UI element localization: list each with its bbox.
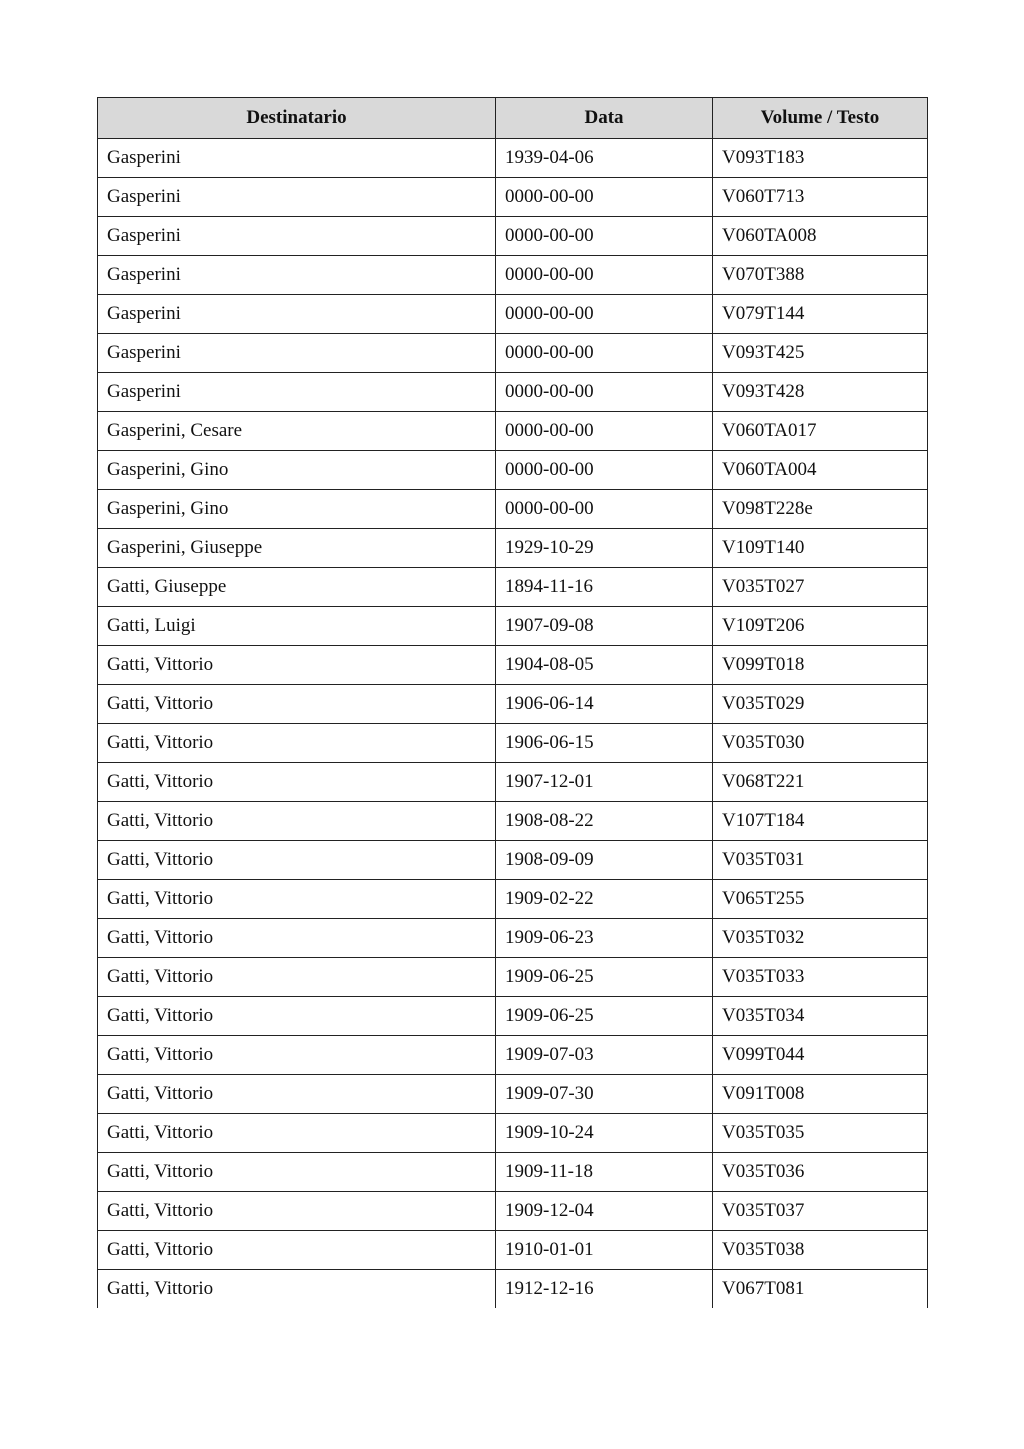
- cell-destinatario: Gatti, Vittorio: [98, 685, 496, 724]
- cell-volume-testo: V035T027: [713, 568, 928, 607]
- cell-destinatario: Gatti, Vittorio: [98, 1270, 496, 1309]
- cell-data: 1909-07-30: [496, 1075, 713, 1114]
- cell-volume-testo: V093T425: [713, 334, 928, 373]
- cell-destinatario: Gasperini, Giuseppe: [98, 529, 496, 568]
- table-header: [98, 98, 928, 139]
- cell-data: 0000-00-00: [496, 295, 713, 334]
- correspondence-table: [97, 97, 928, 1308]
- cell-data: 1909-12-04: [496, 1192, 713, 1231]
- cell-destinatario: Gasperini: [98, 256, 496, 295]
- cell-volume-testo: V091T008: [713, 1075, 928, 1114]
- cell-volume-testo: V035T030: [713, 724, 928, 763]
- cell-data: 1909-10-24: [496, 1114, 713, 1153]
- cell-volume-testo: V035T035: [713, 1114, 928, 1153]
- cell-data: 0000-00-00: [496, 334, 713, 373]
- cell-data: 1906-06-15: [496, 724, 713, 763]
- cell-volume-testo: V099T044: [713, 1036, 928, 1075]
- cell-destinatario: Gatti, Vittorio: [98, 646, 496, 685]
- cell-volume-testo: V060TA008: [713, 217, 928, 256]
- cell-destinatario: Gatti, Vittorio: [98, 1231, 496, 1270]
- cell-destinatario: Gatti, Vittorio: [98, 1153, 496, 1192]
- cell-destinatario: Gatti, Giuseppe: [98, 568, 496, 607]
- table-row: [98, 919, 928, 958]
- cell-destinatario: Gatti, Vittorio: [98, 802, 496, 841]
- table-row: [98, 256, 928, 295]
- table-row: [98, 1192, 928, 1231]
- cell-volume-testo: V068T221: [713, 763, 928, 802]
- cell-data: 0000-00-00: [496, 373, 713, 412]
- cell-volume-testo: V109T140: [713, 529, 928, 568]
- cell-volume-testo: V079T144: [713, 295, 928, 334]
- cell-volume-testo: V035T033: [713, 958, 928, 997]
- table-body: [98, 139, 928, 1309]
- cell-destinatario: Gatti, Vittorio: [98, 880, 496, 919]
- cell-data: 1929-10-29: [496, 529, 713, 568]
- cell-destinatario: Gatti, Vittorio: [98, 724, 496, 763]
- cell-destinatario: Gatti, Vittorio: [98, 1075, 496, 1114]
- cell-destinatario: Gatti, Vittorio: [98, 841, 496, 880]
- cell-data: 1909-02-22: [496, 880, 713, 919]
- cell-data: 0000-00-00: [496, 256, 713, 295]
- table-row: [98, 841, 928, 880]
- table-row: [98, 295, 928, 334]
- cell-data: 1909-06-25: [496, 997, 713, 1036]
- cell-volume-testo: V065T255: [713, 880, 928, 919]
- table-row: [98, 529, 928, 568]
- cell-destinatario: Gasperini: [98, 178, 496, 217]
- cell-volume-testo: V067T081: [713, 1270, 928, 1309]
- cell-destinatario: Gatti, Vittorio: [98, 958, 496, 997]
- cell-destinatario: Gasperini: [98, 334, 496, 373]
- table-row: [98, 490, 928, 529]
- cell-data: 0000-00-00: [496, 412, 713, 451]
- header-data: Data: [496, 98, 713, 139]
- cell-destinatario: Gasperini, Gino: [98, 451, 496, 490]
- cell-destinatario: Gasperini: [98, 217, 496, 256]
- cell-data: 1907-09-08: [496, 607, 713, 646]
- cell-volume-testo: V099T018: [713, 646, 928, 685]
- cell-volume-testo: V107T184: [713, 802, 928, 841]
- cell-data: 1910-01-01: [496, 1231, 713, 1270]
- cell-volume-testo: V035T036: [713, 1153, 928, 1192]
- cell-destinatario: Gatti, Vittorio: [98, 1192, 496, 1231]
- cell-destinatario: Gasperini, Cesare: [98, 412, 496, 451]
- header-destinatario: Destinatario: [98, 98, 496, 139]
- cell-volume-testo: V060TA017: [713, 412, 928, 451]
- cell-volume-testo: V093T428: [713, 373, 928, 412]
- cell-data: 1909-11-18: [496, 1153, 713, 1192]
- table-row: [98, 412, 928, 451]
- cell-volume-testo: V060T713: [713, 178, 928, 217]
- table-row: [98, 1231, 928, 1270]
- cell-volume-testo: V098T228e: [713, 490, 928, 529]
- cell-data: 1909-06-23: [496, 919, 713, 958]
- cell-destinatario: Gasperini: [98, 139, 496, 178]
- cell-destinatario: Gatti, Luigi: [98, 607, 496, 646]
- table-row: [98, 1153, 928, 1192]
- table-row: [98, 685, 928, 724]
- cell-volume-testo: V060TA004: [713, 451, 928, 490]
- cell-destinatario: Gatti, Vittorio: [98, 997, 496, 1036]
- cell-volume-testo: V035T032: [713, 919, 928, 958]
- table-row: [98, 334, 928, 373]
- table-row: [98, 139, 928, 178]
- header-row: [98, 98, 928, 139]
- cell-volume-testo: V109T206: [713, 607, 928, 646]
- cell-volume-testo: V093T183: [713, 139, 928, 178]
- cell-destinatario: Gasperini: [98, 295, 496, 334]
- cell-data: 1909-06-25: [496, 958, 713, 997]
- cell-data: 0000-00-00: [496, 490, 713, 529]
- cell-destinatario: Gatti, Vittorio: [98, 1114, 496, 1153]
- table-row: [98, 1114, 928, 1153]
- cell-destinatario: Gatti, Vittorio: [98, 1036, 496, 1075]
- cell-volume-testo: V035T034: [713, 997, 928, 1036]
- cell-volume-testo: V035T038: [713, 1231, 928, 1270]
- cell-data: 1908-09-09: [496, 841, 713, 880]
- cell-destinatario: Gasperini, Gino: [98, 490, 496, 529]
- table-row: [98, 802, 928, 841]
- table-row: [98, 958, 928, 997]
- cell-destinatario: Gatti, Vittorio: [98, 919, 496, 958]
- cell-volume-testo: V035T037: [713, 1192, 928, 1231]
- table-row: [98, 1075, 928, 1114]
- table-row: [98, 997, 928, 1036]
- table-row: [98, 646, 928, 685]
- cell-volume-testo: V070T388: [713, 256, 928, 295]
- cell-destinatario: Gasperini: [98, 373, 496, 412]
- table-row: [98, 178, 928, 217]
- cell-data: 1939-04-06: [496, 139, 713, 178]
- table-row: [98, 763, 928, 802]
- table-row: [98, 373, 928, 412]
- table-row: [98, 607, 928, 646]
- cell-volume-testo: V035T029: [713, 685, 928, 724]
- cell-data: 1904-08-05: [496, 646, 713, 685]
- table-row: [98, 568, 928, 607]
- cell-data: 0000-00-00: [496, 217, 713, 256]
- table-row: [98, 1270, 928, 1309]
- cell-data: 1906-06-14: [496, 685, 713, 724]
- table-row: [98, 880, 928, 919]
- cell-data: 0000-00-00: [496, 178, 713, 217]
- cell-data: 1894-11-16: [496, 568, 713, 607]
- cell-data: 1912-12-16: [496, 1270, 713, 1309]
- cell-destinatario: Gatti, Vittorio: [98, 763, 496, 802]
- cell-data: 1907-12-01: [496, 763, 713, 802]
- cell-data: 1908-08-22: [496, 802, 713, 841]
- table-row: [98, 451, 928, 490]
- table-row: [98, 217, 928, 256]
- table-row: [98, 1036, 928, 1075]
- cell-data: 0000-00-00: [496, 451, 713, 490]
- table-row: [98, 724, 928, 763]
- header-volume-testo: Volume / Testo: [713, 98, 928, 139]
- cell-data: 1909-07-03: [496, 1036, 713, 1075]
- cell-volume-testo: V035T031: [713, 841, 928, 880]
